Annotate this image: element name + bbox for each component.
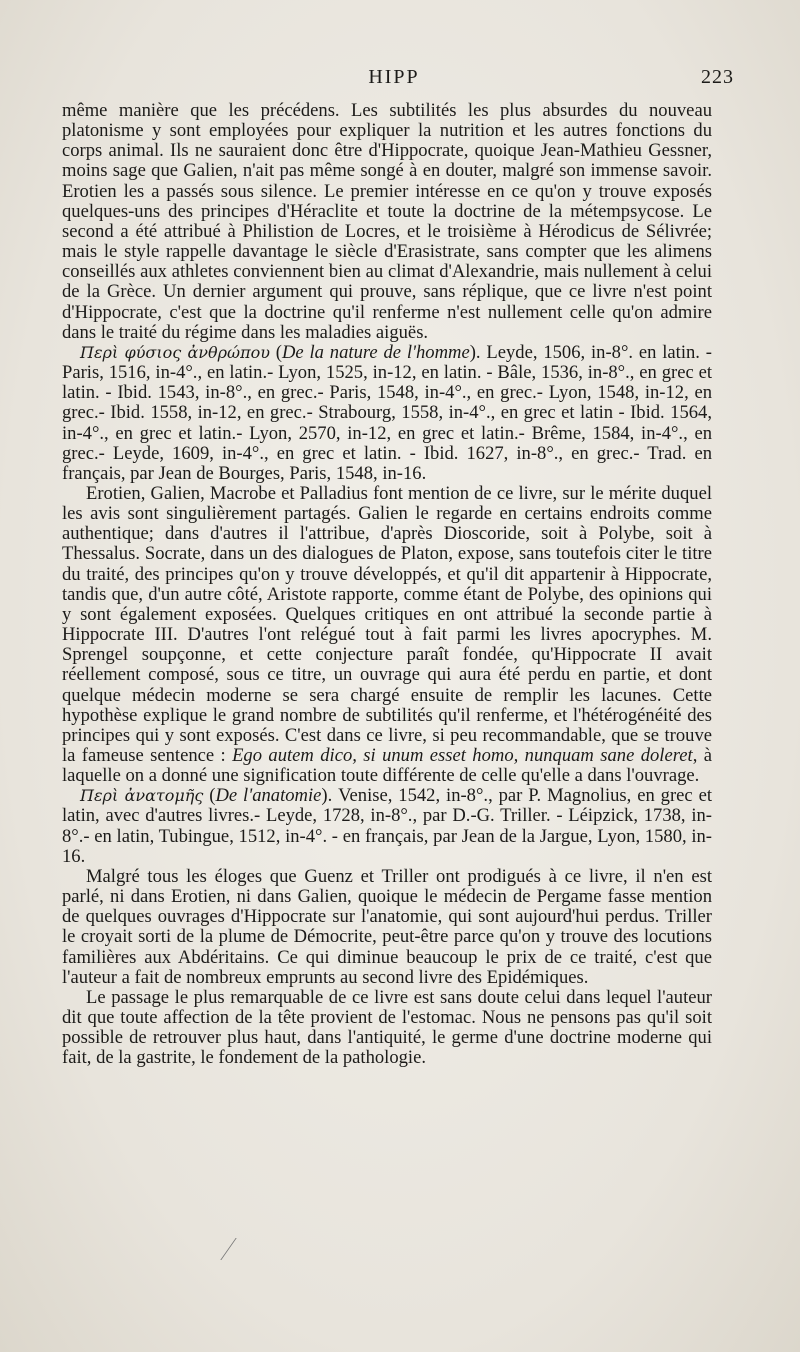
title-anatomie: De l'anatomie xyxy=(215,785,322,807)
page-number: 223 xyxy=(701,66,734,88)
greek-title-nature-homme: Περὶ φύσιος ἀνθρώπου xyxy=(80,342,270,362)
latin-quote: Ego autem dico, si unum esset homo, nunquam sane doleret xyxy=(232,745,693,766)
entry-anatomie: Περὶ ἀνατομῆς (De l'anatomie). Venise, 1542, in-8°., par P. Magnolius, en grec et latin, avec d'autres livres.- Leyde, 1728, in-8°., par D.-G. Triller. - Léipzick, 1738, in-8°.- en latin, Tubingue, 1512, in-4°. - en français, par Jean de la Jargue, Lyon, 1580, in-16. xyxy=(62,785,713,867)
editions-anatomie: . Venise, 1542, in-8°., par P. Magnolius, en grec et latin, avec d'autres livres.- Leyde, 1728, in-8°., par D.-G. Triller. - Léipzick, 1738, in-8°.- en latin, Tubingue, 1512, in-4°. - en français, par Jean de la Jargue, Lyon, 1580, in-16. xyxy=(62,785,713,867)
running-head-title: HIPP xyxy=(368,66,420,88)
paragraph-1: même manière que les précédens. Les subtilités les plus absurdes du nouveau platonisme y sont employées pour expliquer la nutrition et les autres fonctions du corps animal. Ils ne sauraient donc être d'Hippocrate, quoique Jean-Mathieu Gessner, moins sage que Galien, n'ait pas même songé à en douter, malgré son immense savoir. Erotien les a passés sous silence. Le premier intéresse en ce qu'on y trouve exposés quelques-uns des principes d'Héraclite et toute la doctrine de la métempsycose. Le second a été attribué à Philistion de Locres, et le troisième à Hérodicus de Sélivrée; mais le style rappelle davantage le siècle d'Erasistrate, sans compter que les alimens conseillés aux athletes conviennent bien au climat d'Alexandrie, mais nullement à celui de la Grèce. Un dernier argument qui prouve, sans réplique, que ce livre n'est point d'Hippocrate, c'est que la doctrine qu'il renferme n'est nullement celle qu'on admire dans le traité du régime dans les maladies aiguës. xyxy=(62,100,712,343)
title-nature-homme: De la nature de l'homme xyxy=(282,341,470,363)
greek-title-anatomie: Περὶ ἀνατομῆς xyxy=(80,786,204,806)
paragraph-3-end: , à laquelle on a donné une signification toute différente de celle qu'elle a dans l'ouvrage. xyxy=(62,745,712,787)
stray-pencil-mark xyxy=(220,1238,250,1260)
paragraph-3-text: Erotien, Galien, Macrobe et Palladius font mention de ce livre, sur le mérite duquel les avis sont singulièrement partagés. Galien le regarde en certains endroits comme authentique; dans d'autres il l'attribue, d'après Dioscoride, soit à Polybe, soit à Thessalus. Socrate, dans un des dialogues de Platon, expose, sans toutefois citer le titre du traité, des principes qu'on y trouve développés, et qu'il dit appartenir à Hippocrate, tandis que, d'un autre côté, Aristote rapporte, comme étant de Polybe, des opinions qui y sont également exposées. Quelques critiques en ont attribué la seconde partie à Hippocrate III. D'autres l'ont relégué tout à fait parmi les livres apocryphes. M. Sprengel soupçonne, et cette conjecture paraît fondée, qu'Hippocrate II avait réellement composé, sous ce titre, un ouvrage qui aura été perdu en partie, et dont quelque médecin moderne se sera chargé ensuite de remplir les lacunes. Cette hypothèse explique le grand nombre de subtilités qu'il renferme, et l'hétérogénéité des principes qui y sont exposés. C'est dans ce livre, si peu recommandable, que se trouve la fameuse sentence : xyxy=(62,482,712,766)
paragraph-6: Le passage le plus remarquable de ce livre est sans doute celui dans lequel l'auteur dit que toute affection de la tête provient de l'estomac. Nous ne pensons pas qu'il soit possible de retrouver plus haut, dans l'antiquité, le germe d'une doctrine moderne qui fait, de la gastrite, le fondement de la pathologie. xyxy=(62,986,712,1069)
paragraph-3 xyxy=(62,484,712,786)
entry-nature-homme: Περὶ φύσιος ἀνθρώπου (De la nature de l'homme). Leyde, 1506, in-8°. en latin. - Paris, 1516, in-4°., en latin.- Lyon, 1525, in-12, en latin. - Bâle, 1536, in-8°., en grec et latin. - Ibid. 1543, in-8°., en grec.- Paris, 1548, in-4°., en grec.- Lyon, 1548, in-12, en grec.- Ibid. 1558, in-12, en grec.- Strabourg, 1558, in-4°., en grec et latin - Ibid. 1564, in-4°., en grec et latin.- Lyon, 2570, in-12, en grec et latin.- Brême, 1584, in-4°., en grec.- Leyde, 1609, in-4°., en grec et latin. - Ibid. 1627, in-8°., en grec.- Trad. en français, par Jean de Bourges, Paris, 1548, in-16. xyxy=(62,341,712,484)
running-head xyxy=(64,66,734,94)
paragraph-5: Malgré tous les éloges que Guenz et Triller ont prodigués à ce livre, il n'en est parlé, ni dans Erotien, ni dans Galien, quoique le médecin de Pergame fasse mention de quelques ouvrages d'Hippocrate sur l'anatomie, qui sont aujourd'hui perdus. Triller le croyait sorti de la plume de Démocrite, peut-être parce qu'on y trouve des locutions familières aux Abdéritains. Ce qui diminue beaucoup le prix de ce traité, c'est que l'auteur a fait de nombreux emprunts au second livre des Epidémiques. xyxy=(62,865,712,988)
body-text xyxy=(62,101,712,1069)
editions-nature-homme: . Leyde, 1506, in-8°. en latin. - Paris, 1516, in-4°., en latin.- Lyon, 1525, in-12, en latin. - Bâle, 1536, in-8°., en grec et latin. - Ibid. 1543, in-8°., en grec.- Paris, 1548, in-4°., en grec.- Lyon, 1548, in-12, en grec.- Ibid. 1558, in-12, en grec.- Strabourg, 1558, in-4°., en grec et latin - Ibid. 1564, in-4°., en grec et latin.- Lyon, 2570, in-12, en grec et latin.- Brême, 1584, in-4°., en grec.- Leyde, 1609, in-4°., en grec et latin. - Ibid. 1627, in-8°., en grec.- Trad. en français, par Jean de Bourges, Paris, 1548, in-16. xyxy=(62,341,712,484)
